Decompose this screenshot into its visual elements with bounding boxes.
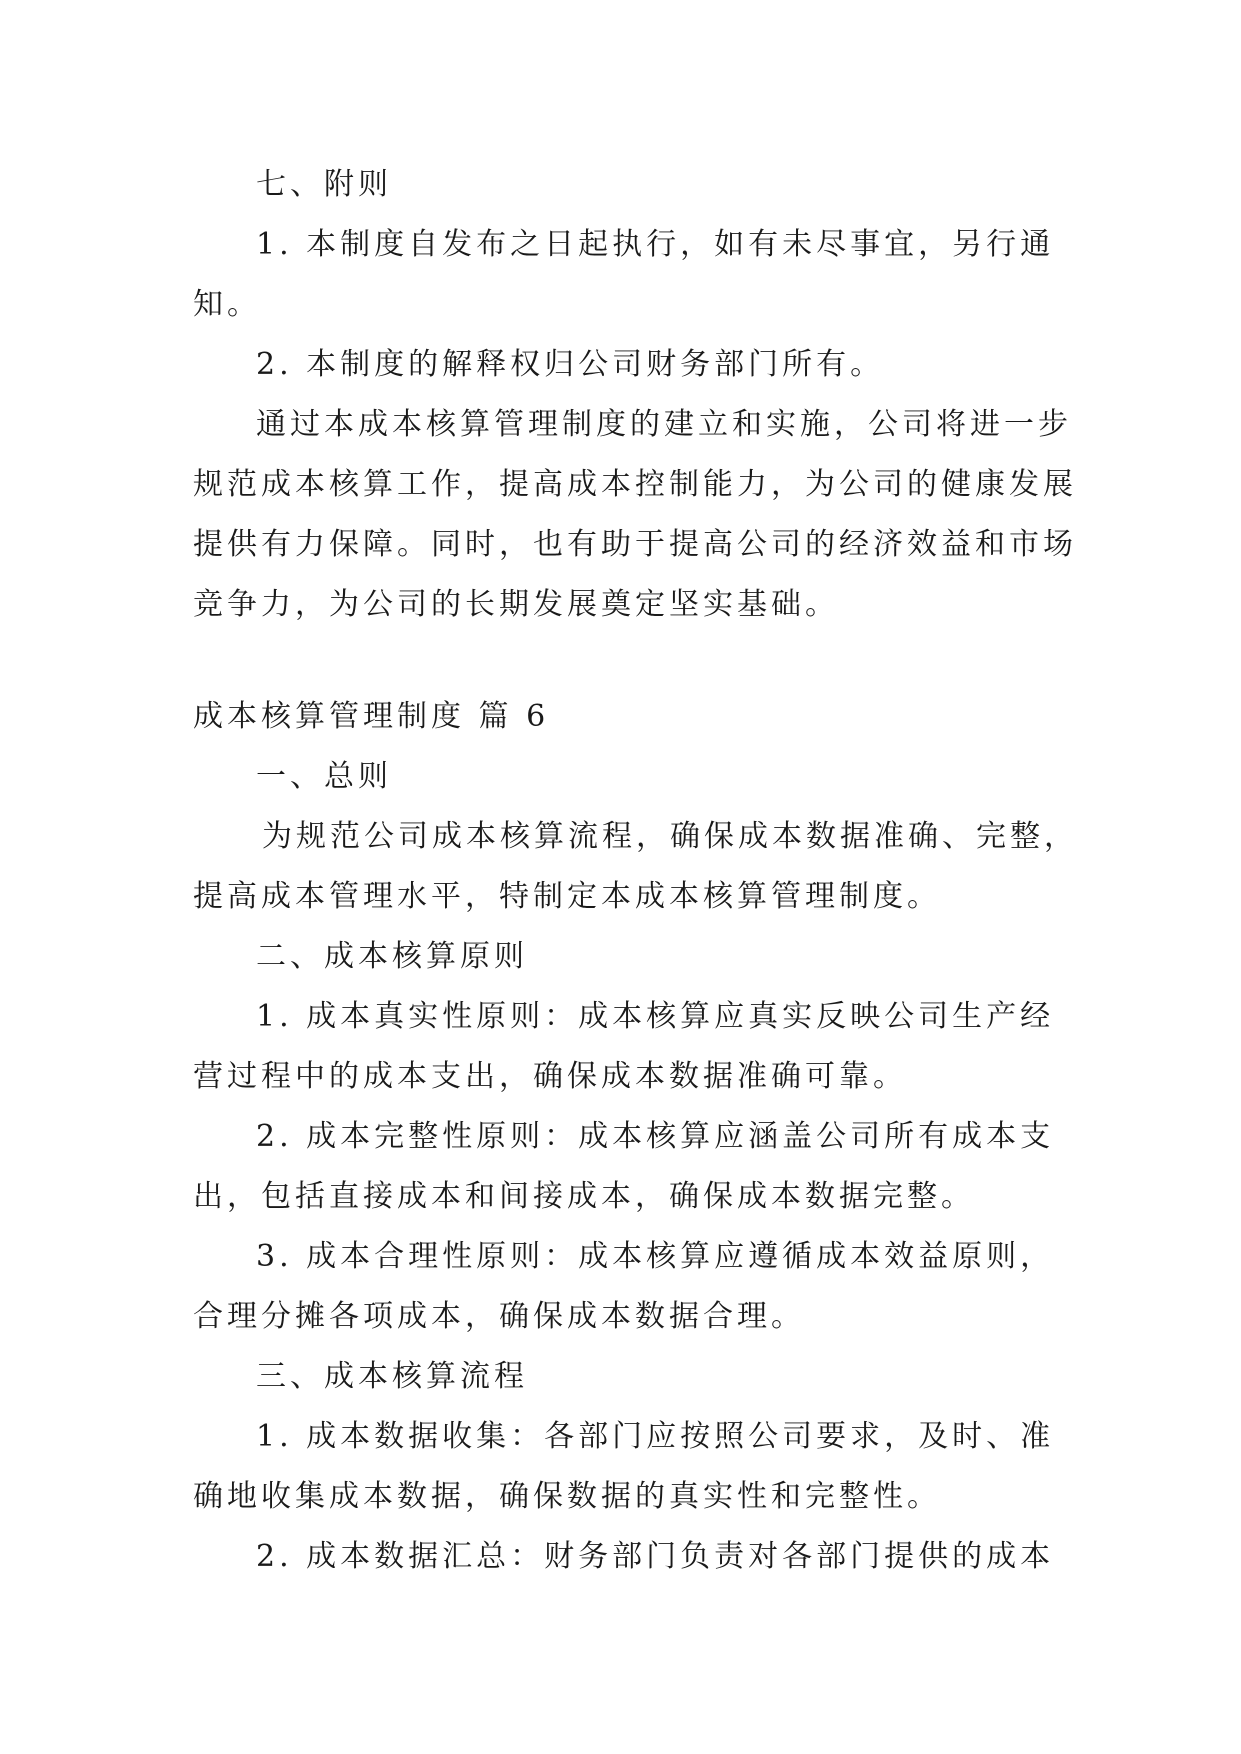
paragraph-line: 3. 成本合理性原则：成本核算应遵循成本效益原则， (256, 1239, 1055, 1274)
section-heading-general: 一、总则 (256, 759, 392, 794)
section-heading-process: 三、成本核算流程 (256, 1359, 528, 1394)
paragraph-line: 2. 本制度的解释权归公司财务部门所有。 (256, 347, 885, 382)
paragraph-line: 提供有力保障。同时，也有助于提高公司的经济效益和市场 (193, 527, 1077, 562)
paragraph-line: 1. 成本真实性原则：成本核算应真实反映公司生产经 (256, 999, 1055, 1034)
paragraph-line: 为规范公司成本核算流程，确保成本数据准确、完整， (262, 819, 1078, 854)
paragraph-line: 2. 成本数据汇总：财务部门负责对各部门提供的成本 (256, 1539, 1055, 1574)
section-heading-appendix: 七、附则 (256, 167, 392, 202)
paragraph-line: 1. 本制度自发布之日起执行，如有未尽事宜，另行通 (256, 227, 1055, 262)
paragraph-line: 2. 成本完整性原则：成本核算应涵盖公司所有成本支 (256, 1119, 1055, 1154)
paragraph-line: 1. 成本数据收集：各部门应按照公司要求，及时、准 (256, 1419, 1055, 1454)
paragraph-line: 确地收集成本数据，确保数据的真实性和完整性。 (193, 1479, 941, 1514)
paragraph-line: 提高成本管理水平，特制定本成本核算管理制度。 (193, 879, 941, 914)
paragraph-line: 规范成本核算工作，提高成本控制能力，为公司的健康发展 (193, 467, 1077, 502)
paragraph-line: 出，包括直接成本和间接成本，确保成本数据完整。 (193, 1179, 975, 1214)
paragraph-line: 知。 (193, 287, 261, 322)
paragraph-line: 合理分摊各项成本，确保成本数据合理。 (193, 1299, 805, 1334)
section-heading-principles: 二、成本核算原则 (256, 939, 528, 974)
document-title: 成本核算管理制度 篇 6 (193, 699, 550, 734)
paragraph-line: 营过程中的成本支出，确保成本数据准确可靠。 (193, 1059, 907, 1094)
paragraph-line: 通过本成本核算管理制度的建立和实施，公司将进一步 (256, 407, 1072, 442)
paragraph-line: 竞争力，为公司的长期发展奠定坚实基础。 (193, 587, 839, 622)
